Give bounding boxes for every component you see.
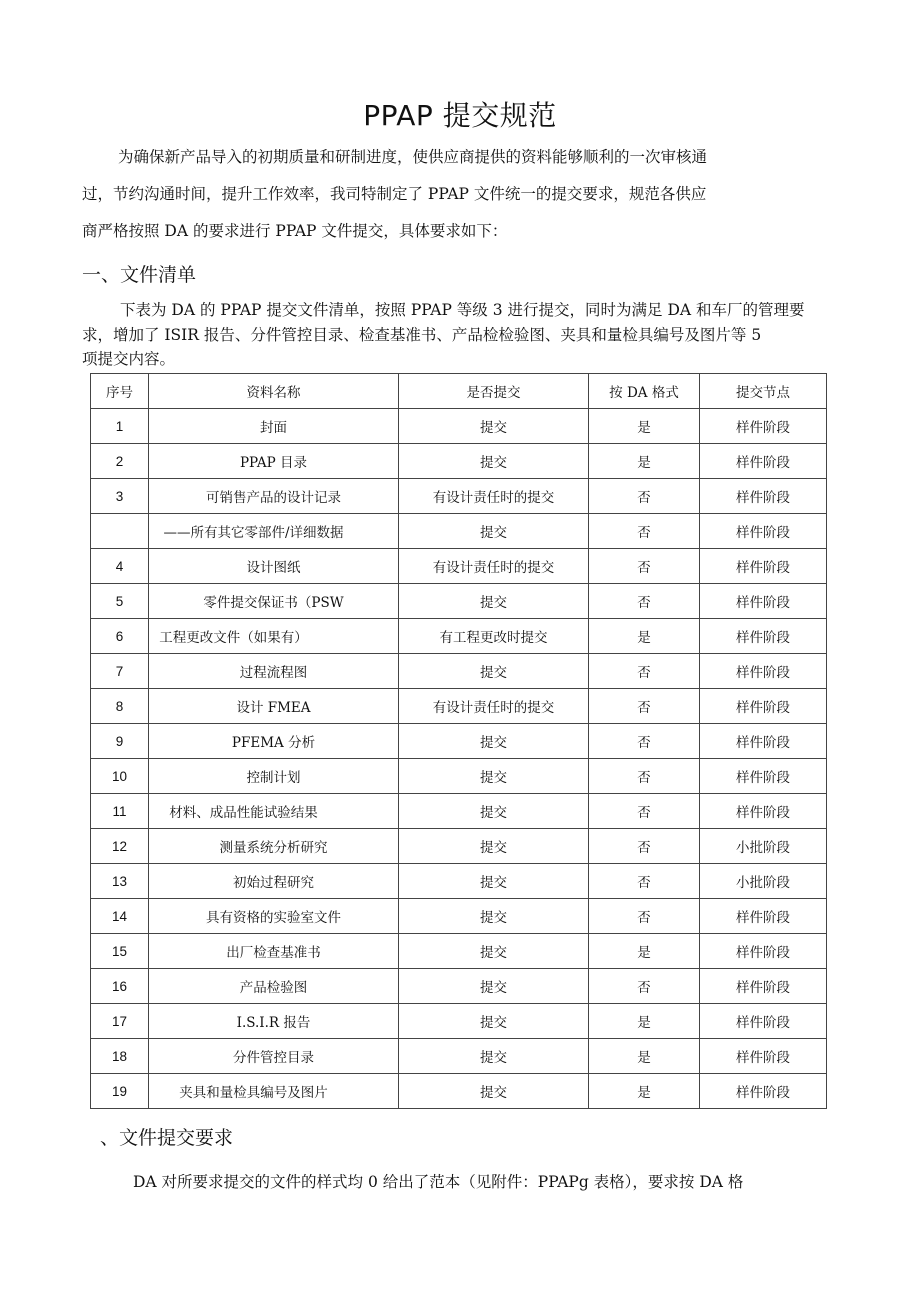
cell-no: 1 (91, 409, 149, 444)
cell-da-format: 否 (589, 549, 700, 584)
cell-doc-name: 测量系统分析研究 (149, 829, 399, 864)
table-row (91, 689, 827, 724)
table-row (91, 514, 827, 549)
cell-no: 3 (91, 479, 149, 514)
cell-submit: 有工程更改时提交 (399, 619, 589, 654)
cell-node: 样件阶段 (700, 654, 827, 689)
table-header-row (91, 374, 827, 409)
cell-submit: 提交 (399, 724, 589, 759)
cell-doc-name: 设计图纸 (149, 549, 399, 584)
header-submit: 是否提交 (399, 374, 589, 409)
cell-da-format: 否 (589, 514, 700, 549)
cell-no: 12 (91, 829, 149, 864)
cell-da-format: 否 (589, 864, 700, 899)
cell-submit: 提交 (399, 864, 589, 899)
cell-node: 样件阶段 (700, 689, 827, 724)
cell-submit: 提交 (399, 934, 589, 969)
table-row (91, 794, 827, 829)
cell-no: 10 (91, 759, 149, 794)
cell-node: 样件阶段 (700, 794, 827, 829)
cell-node: 小批阶段 (700, 829, 827, 864)
table-row (91, 409, 827, 444)
cell-doc-name: ——所有其它零部件/详细数据 (149, 514, 399, 549)
table-row (91, 654, 827, 689)
cell-da-format: 否 (589, 759, 700, 794)
cell-submit: 提交 (399, 444, 589, 479)
cell-no: 11 (91, 794, 149, 829)
cell-da-format: 是 (589, 934, 700, 969)
cell-doc-name: 分件管控目录 (149, 1039, 399, 1074)
cell-submit: 提交 (399, 1004, 589, 1039)
cell-doc-name: PFEMA 分析 (149, 724, 399, 759)
cell-submit: 提交 (399, 409, 589, 444)
cell-node: 样件阶段 (700, 724, 827, 759)
cell-node: 样件阶段 (700, 584, 827, 619)
cell-no: 5 (91, 584, 149, 619)
cell-doc-name: 产品检验图 (149, 969, 399, 1004)
cell-da-format: 是 (589, 619, 700, 654)
cell-no: 14 (91, 899, 149, 934)
header-node: 提交节点 (700, 374, 827, 409)
page-title: PPAP 提交规范 (363, 99, 557, 132)
header-doc-name: 资料名称 (149, 374, 399, 409)
cell-no: 15 (91, 934, 149, 969)
cell-submit: 有设计责任时的提交 (399, 689, 589, 724)
section1-line-1: 下表为 DA 的 PPAP 提交文件清单，按照 PPAP 等级 3 进行提交，同时为满足 DA 和车厂的管理要 (120, 301, 805, 319)
cell-node: 样件阶段 (700, 1039, 827, 1074)
cell-no: 13 (91, 864, 149, 899)
cell-doc-name: 过程流程图 (149, 654, 399, 689)
cell-da-format: 否 (589, 899, 700, 934)
table-row (91, 1004, 827, 1039)
cell-no: 17 (91, 1004, 149, 1039)
cell-node: 样件阶段 (700, 444, 827, 479)
intro-line-2: 过，节约沟通时间，提升工作效率，我司特制定了 PPAP 文件统一的提交要求，规范各供应 (82, 185, 707, 203)
cell-submit: 提交 (399, 1074, 589, 1109)
ppap-file-table (90, 373, 827, 1109)
intro-line-1: 为确保新产品导入的初期质量和研制进度，使供应商提供的资料能够顺利的一次审核通 (118, 148, 708, 166)
cell-da-format: 否 (589, 829, 700, 864)
table-row (91, 724, 827, 759)
cell-node: 样件阶段 (700, 1074, 827, 1109)
cell-no: 8 (91, 689, 149, 724)
cell-node: 样件阶段 (700, 514, 827, 549)
section2-line-1: DA 对所要求提交的文件的样式均 0 给出了范本（见附件：PPAPg 表格），要求按 DA 格 (133, 1173, 744, 1191)
cell-da-format: 否 (589, 969, 700, 1004)
cell-doc-name: 夹具和量检具编号及图片 (149, 1074, 399, 1109)
cell-da-format: 是 (589, 409, 700, 444)
section1-line-2: 求，增加了 ISIR 报告、分件管控目录、检查基准书、产品检检验图、夹具和量检具编号及图片等 5 (82, 326, 762, 344)
cell-da-format: 是 (589, 1004, 700, 1039)
cell-node: 小批阶段 (700, 864, 827, 899)
cell-doc-name: 零件提交保证书（PSW (149, 584, 399, 619)
cell-no: 2 (91, 444, 149, 479)
cell-no: 4 (91, 549, 149, 584)
cell-da-format: 是 (589, 1039, 700, 1074)
cell-doc-name: 控制计划 (149, 759, 399, 794)
section1-line-3: 项提交内容。 (82, 350, 176, 368)
cell-da-format: 是 (589, 1074, 700, 1109)
table-row (91, 829, 827, 864)
cell-doc-name: 封面 (149, 409, 399, 444)
table-row (91, 549, 827, 584)
cell-node: 样件阶段 (700, 1004, 827, 1039)
table-row (91, 864, 827, 899)
table-row (91, 899, 827, 934)
cell-submit: 提交 (399, 584, 589, 619)
cell-submit: 提交 (399, 514, 589, 549)
cell-submit: 提交 (399, 829, 589, 864)
cell-no: 6 (91, 619, 149, 654)
table-row (91, 1074, 827, 1109)
table-row (91, 444, 827, 479)
cell-node: 样件阶段 (700, 619, 827, 654)
table-row (91, 584, 827, 619)
cell-da-format: 是 (589, 444, 700, 479)
cell-node: 样件阶段 (700, 759, 827, 794)
cell-doc-name: 具有资格的实验室文件 (149, 899, 399, 934)
table-row (91, 969, 827, 1004)
cell-submit: 有设计责任时的提交 (399, 549, 589, 584)
cell-da-format: 否 (589, 724, 700, 759)
table-row (91, 934, 827, 969)
table-row (91, 1039, 827, 1074)
cell-node: 样件阶段 (700, 409, 827, 444)
cell-doc-name: 出厂检查基准书 (149, 934, 399, 969)
cell-node: 样件阶段 (700, 549, 827, 584)
cell-da-format: 否 (589, 479, 700, 514)
table-row (91, 619, 827, 654)
cell-doc-name: 工程更改文件（如果有） (149, 619, 399, 654)
cell-node: 样件阶段 (700, 969, 827, 1004)
cell-submit: 有设计责任时的提交 (399, 479, 589, 514)
cell-node: 样件阶段 (700, 479, 827, 514)
cell-da-format: 否 (589, 584, 700, 619)
cell-doc-name: PPAP 目录 (149, 444, 399, 479)
cell-no: 7 (91, 654, 149, 689)
cell-submit: 提交 (399, 759, 589, 794)
cell-da-format: 否 (589, 689, 700, 724)
cell-submit: 提交 (399, 899, 589, 934)
cell-doc-name: 材料、成品性能试验结果 (149, 794, 399, 829)
cell-submit: 提交 (399, 969, 589, 1004)
cell-doc-name: I.S.I.R 报告 (149, 1004, 399, 1039)
section-heading-submit-req: 、文件提交要求 (100, 1127, 234, 1149)
cell-submit: 提交 (399, 654, 589, 689)
header-da-format: 按 DA 格式 (589, 374, 700, 409)
header-no: 序号 (91, 374, 149, 409)
cell-node: 样件阶段 (700, 899, 827, 934)
cell-no: 16 (91, 969, 149, 1004)
cell-doc-name: 设计 FMEA (149, 689, 399, 724)
section-heading-file-list: 一、文件清单 (82, 264, 197, 286)
cell-doc-name: 初始过程研究 (149, 864, 399, 899)
intro-line-3: 商严格按照 DA 的要求进行 PPAP 文件提交，具体要求如下： (82, 222, 508, 240)
cell-da-format: 否 (589, 654, 700, 689)
cell-no: 9 (91, 724, 149, 759)
table-body (91, 409, 827, 1109)
table-row (91, 759, 827, 794)
cell-da-format: 否 (589, 794, 700, 829)
cell-submit: 提交 (399, 1039, 589, 1074)
cell-no (91, 514, 149, 549)
cell-no: 18 (91, 1039, 149, 1074)
cell-no: 19 (91, 1074, 149, 1109)
cell-node: 样件阶段 (700, 934, 827, 969)
table-row (91, 479, 827, 514)
cell-submit: 提交 (399, 794, 589, 829)
cell-doc-name: 可销售产品的设计记录 (149, 479, 399, 514)
